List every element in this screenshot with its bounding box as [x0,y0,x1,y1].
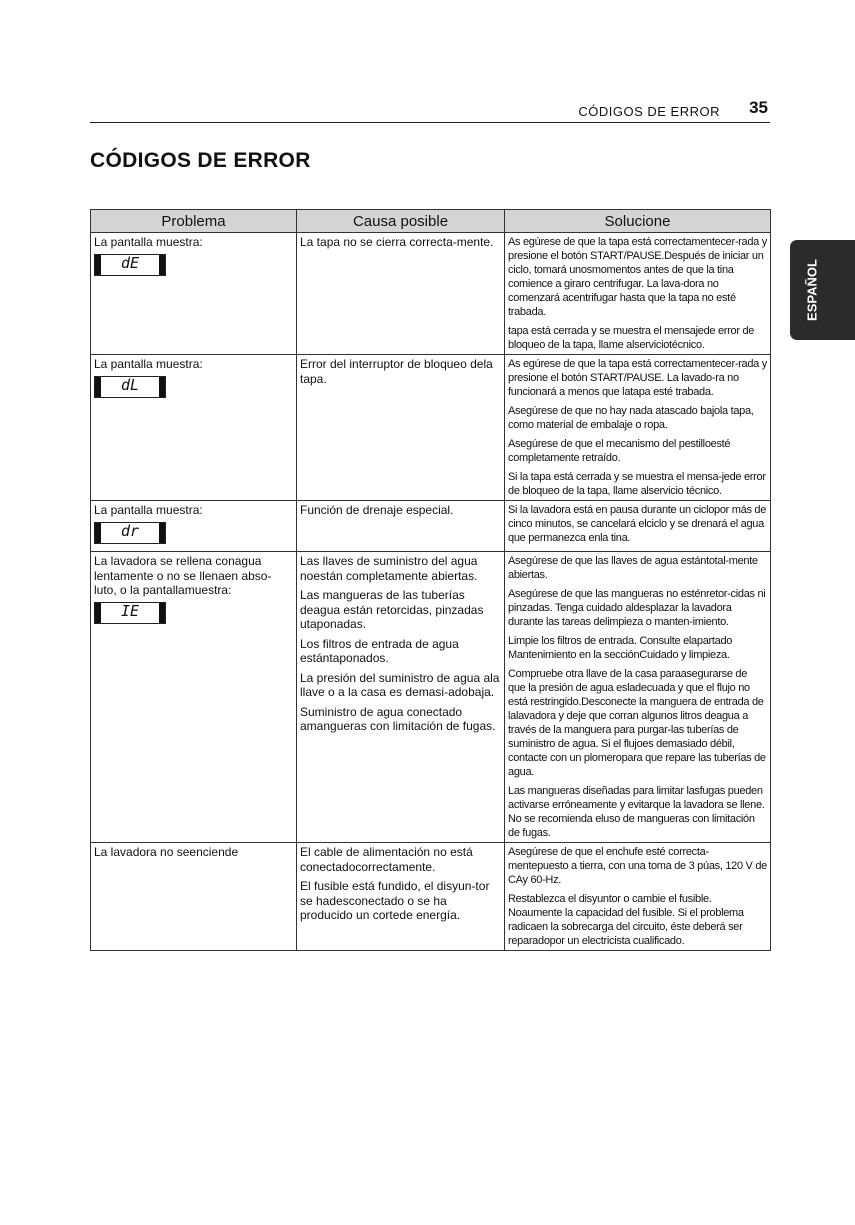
cause-item: El fusible está fundido, el disyun-tor se hadesconectado o se ha producido un cortede energía. [300,879,490,922]
solution-item: Asegúrese de que el enchufe esté correcta-mentepuesto a tierra, con una toma de 3 púas, 120 V de CAy 60-Hz. [508,846,767,886]
cause-cell [297,233,505,355]
language-tab-label: ESPAÑOL [804,259,820,321]
problem-text: La pantalla muestra: [94,235,203,249]
error-code: IE [120,601,140,620]
solution-cell [505,233,771,355]
problem-text: La lavadora se rellena conagua lentamente o no se llenaen abso-luto, o la pantallamuestra: [94,554,272,597]
solution-item: Las mangueras diseñadas para limitar lasfugas pueden activarse erróneamente y evitarque la lavadora se llene. No se recomienda eluso de mangueras con limitación de fugas. [508,785,765,839]
error-code: dr [120,521,140,540]
error-code-display [94,602,166,624]
table-row [91,501,771,552]
solution-cell [505,552,771,843]
problem-text: La pantalla muestra: [94,357,203,371]
problem-cell [91,233,297,355]
error-code-display [94,254,166,276]
error-codes-table [90,209,771,951]
language-tab [790,240,855,340]
error-code: dL [120,375,140,394]
solution-item: As egúrese de que la tapa está correctamentecer-rada y presione el botón START/PAUSE. La lavado-ra no funcionará a menos que latapa esté trabada. [508,358,767,398]
solution-item: Compruebe otra llave de la casa paraasegurarse de que la presión de agua esladecuada y que el flujo no está restringido.Desconecte la manguera de entrada de lalavadora y deje que corran algunos litros deagua a través de la manguera para purgar-las tuberías de suministro de agua. Si el flujoes demasiado débil, contacte con un plomeropara que repare las tuberías de agua. [508,668,766,778]
page-number: 35 [749,98,768,117]
problem-text: La lavadora no seenciende [94,845,239,859]
cause-item: Error del interruptor de bloqueo dela tapa. [300,357,493,386]
solution-item: Restablezca el disyuntor o cambie el fusible. Noaumente la capacidad del fusible. Si el problema radicaen la sobrecarga del circuito, éste deberá ser reparadopor un electricista cualificado. [508,893,744,947]
problem-cell [91,355,297,501]
cause-item: Suministro de agua conectado amangueras con limitación de fugas. [300,704,496,733]
page-header [90,100,770,123]
cause-item: Las llaves de suministro del agua noestán completamente abiertas. [300,554,478,583]
solution-item: As egúrese de que la tapa está correctamentecer-rada y presione el botón START/PAUSE.Después de iniciar un ciclo, tomará unosmomentos antes de que la tina comience a giraro centrifugar. La lava-dora no comenzará acentrifugar hasta que la tapa no esté trabada. [508,236,767,318]
error-code: dE [120,253,140,272]
problem-cell [91,501,297,552]
cause-cell [297,552,505,843]
table-row [91,233,771,355]
table-row [91,552,771,843]
table-header-row [91,210,771,233]
solution-item: Si la lavadora está en pausa durante un ciclopor más de cinco minutos, se cancelará elciclo y se drenará el agua que permanezca enla tina. [508,504,767,544]
problem-text: La pantalla muestra: [94,503,203,517]
problem-cell [91,843,297,951]
solution-item: tapa está cerrada y se muestra el mensajede error de bloqueo de la tapa, llame alserviciotécnico. [508,325,755,351]
problem-cell [91,552,297,843]
column-header-problem: Problema [91,210,297,233]
error-code-display [94,376,166,398]
cause-item: Los filtros de entrada de agua estántaponados. [300,636,459,665]
solution-cell [505,501,771,552]
cause-cell [297,355,505,501]
cause-cell [297,501,505,552]
cause-item: La tapa no se cierra correcta-mente. [300,235,494,249]
solution-item: Limpie los filtros de entrada. Consulte elapartado Mantenimiento en la secciónCuidado y limpieza. [508,635,733,661]
table-row [91,843,771,951]
column-header-cause: Causa posible [297,210,505,233]
solution-item: Asegúrese de que las llaves de agua estántotal-mente abiertas. [508,555,758,581]
header-title: CÓDIGOS DE ERROR [578,104,720,119]
solution-cell [505,843,771,951]
cause-item: Función de drenaje especial. [300,503,454,517]
solution-item: Asegúrese de que las mangueras no esténretor-cidas ni pinzadas. Tenga cuidado aldesplazar la lavadora durante las tareas delimpieza o manten-imiento. [508,588,766,628]
solution-cell [505,355,771,501]
solution-item: Si la tapa está cerrada y se muestra el mensa-jede error de bloqueo de la tapa, llame alservicio técnico. [508,471,766,497]
column-header-solution: Solucione [505,210,771,233]
cause-item: El cable de alimentación no está conectadocorrectamente. [300,845,473,874]
table-row [91,355,771,501]
cause-cell [297,843,505,951]
section-title: CÓDIGOS DE ERROR [90,149,311,172]
solution-item: Asegúrese de que el mecanismo del pestilloesté completamente retraído. [508,438,731,464]
solution-item: Asegúrese de que no hay nada atascado bajola tapa, como material de embalaje o ropa. [508,405,754,431]
cause-item: La presión del suministro de agua ala llave o a la casa es demasi-adobaja. [300,670,500,699]
cause-item: Las mangueras de las tuberías deagua están retorcidas, pinzadas utaponadas. [300,588,484,631]
error-code-display [94,522,166,544]
